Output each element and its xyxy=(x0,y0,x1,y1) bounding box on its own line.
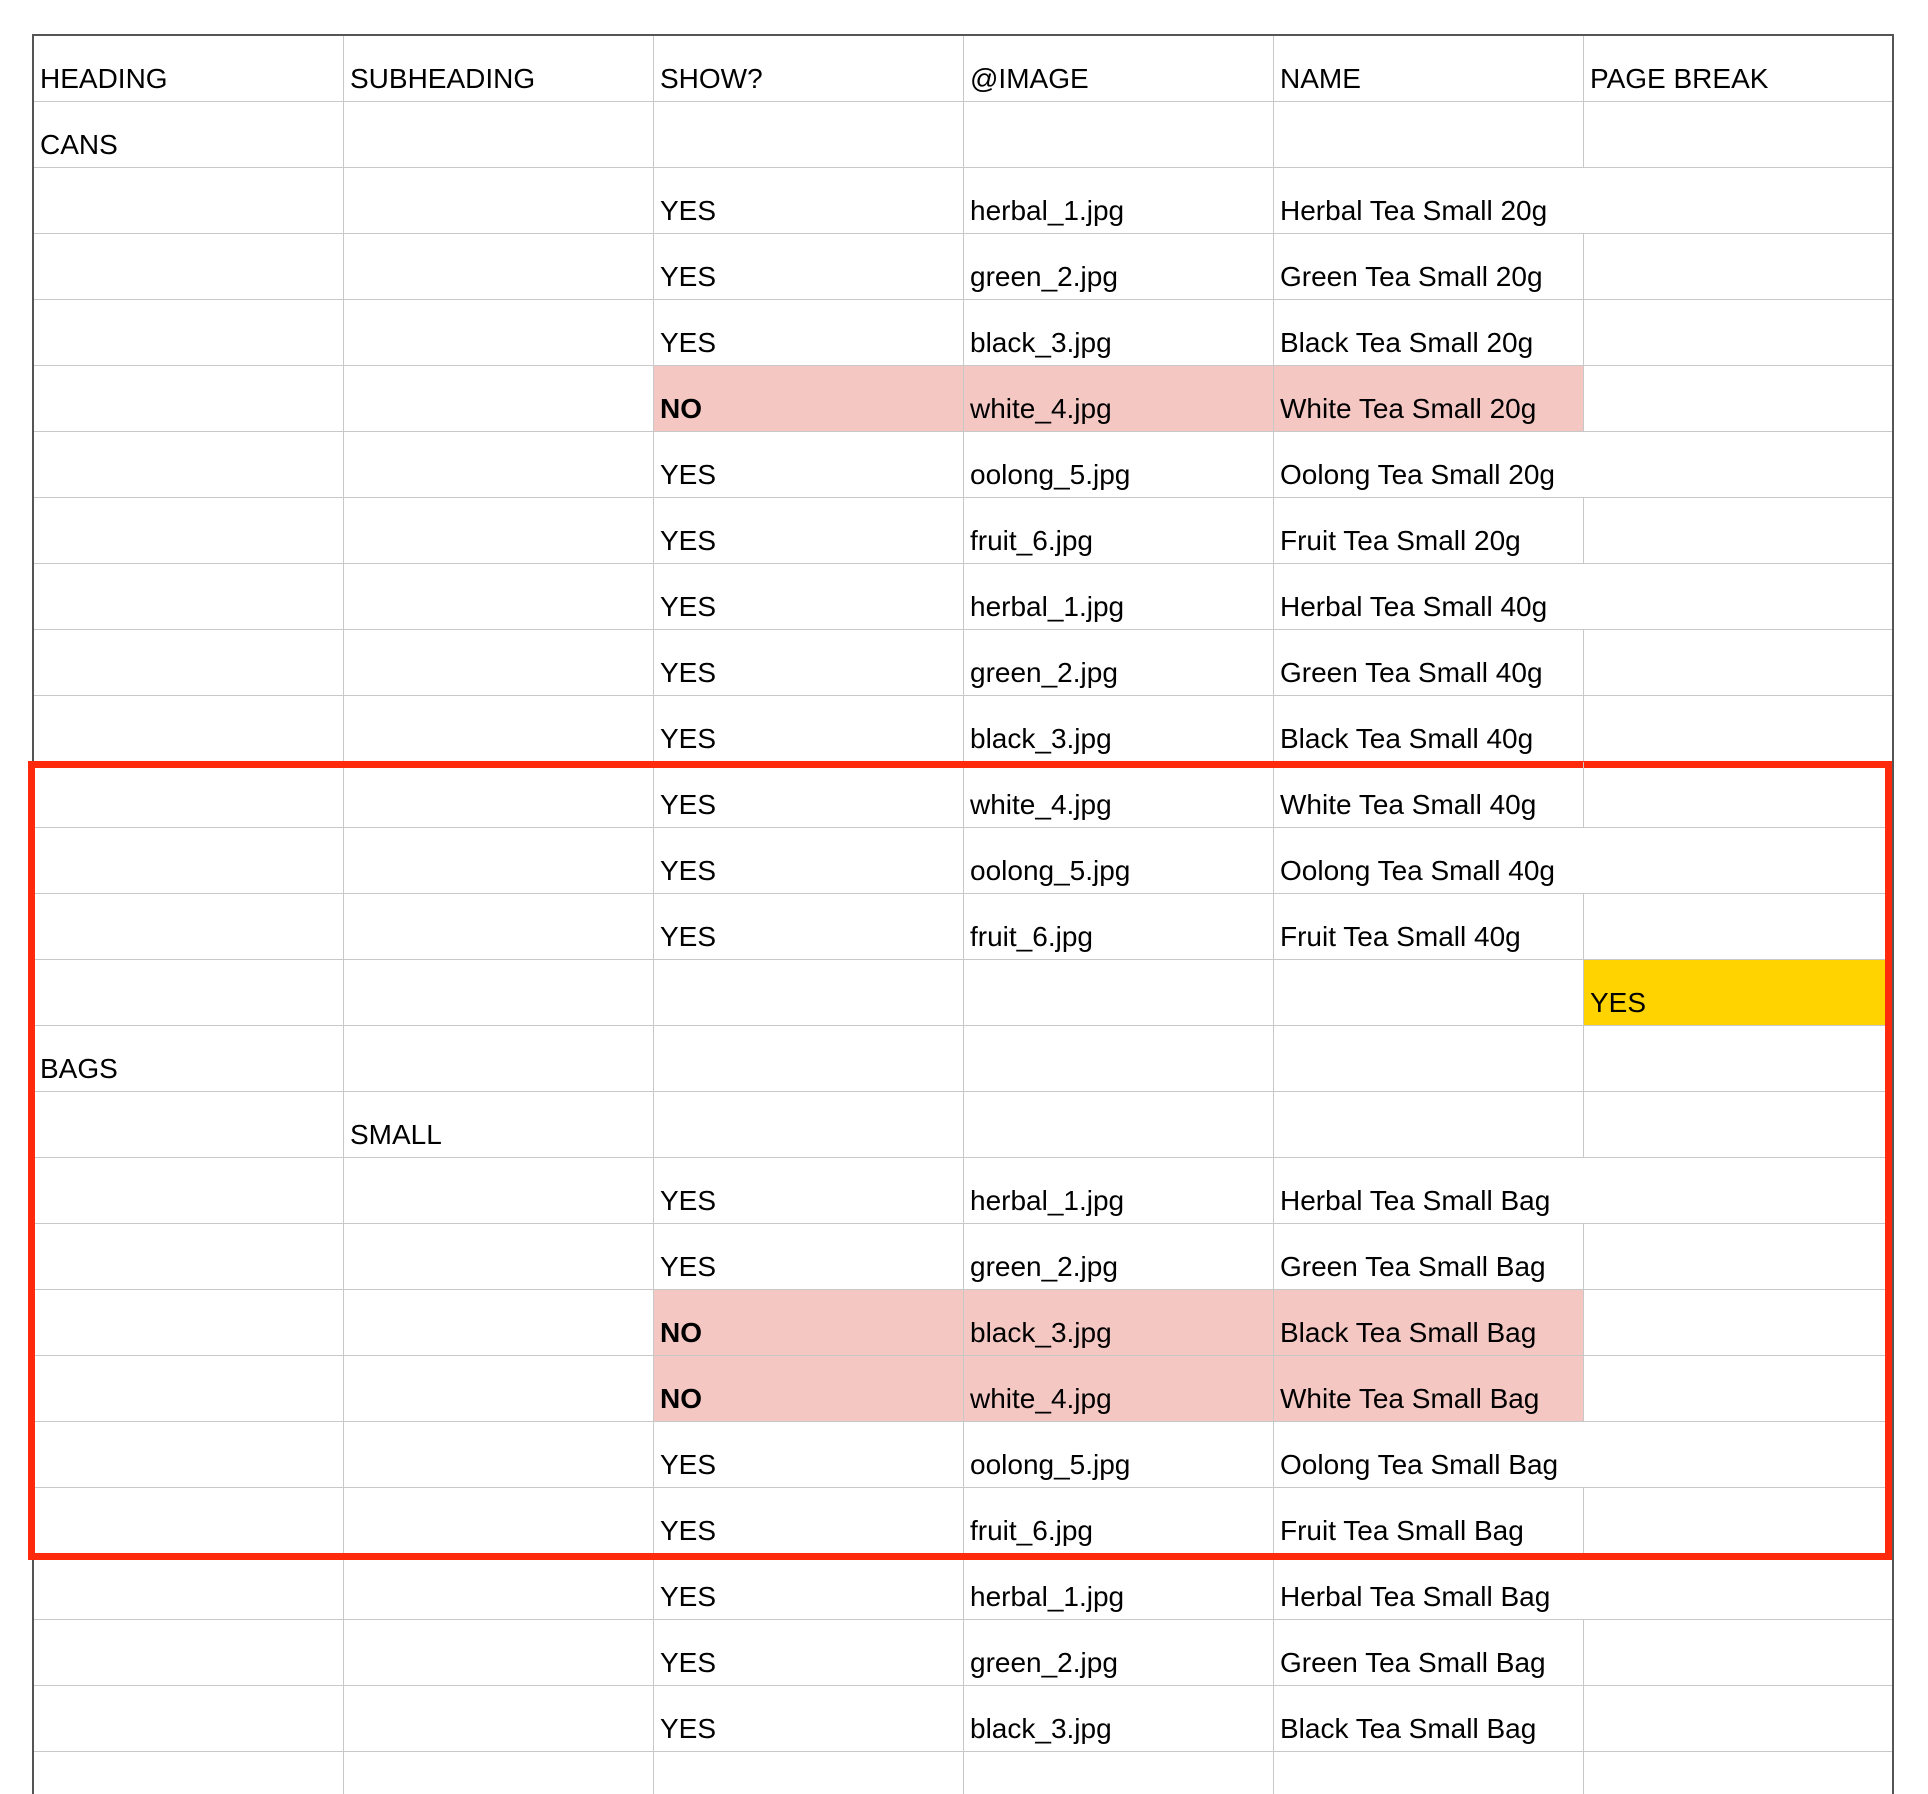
image-cell[interactable] xyxy=(964,1092,1274,1157)
show-cell[interactable]: YES xyxy=(654,828,964,893)
show-cell[interactable] xyxy=(654,1092,964,1157)
table-row xyxy=(34,960,1892,1026)
page-break-cell[interactable] xyxy=(1584,1224,1892,1289)
name-cell[interactable]: Oolong Tea Small 40g xyxy=(1280,855,1555,886)
subheading-cell[interactable] xyxy=(344,1290,654,1355)
show-cell[interactable]: YES xyxy=(654,564,964,629)
page-break-cell[interactable] xyxy=(1584,696,1892,761)
column-header-show[interactable]: SHOW? xyxy=(654,36,964,101)
heading-cell[interactable] xyxy=(34,696,344,761)
subheading-cell[interactable] xyxy=(344,498,654,563)
subheading-cell[interactable] xyxy=(344,1356,654,1421)
show-cell[interactable]: NO xyxy=(654,1356,964,1421)
heading-cell[interactable] xyxy=(34,1488,344,1553)
name-cell[interactable]: White Tea Small 40g xyxy=(1274,762,1584,827)
page-break-cell[interactable] xyxy=(1584,1620,1892,1685)
name-cell[interactable]: Fruit Tea Small 40g xyxy=(1274,894,1584,959)
page-break-cell[interactable] xyxy=(1584,168,1892,233)
show-cell[interactable]: NO xyxy=(654,1290,964,1355)
subheading-cell[interactable] xyxy=(344,432,654,497)
page-break-cell[interactable] xyxy=(1584,102,1892,167)
subheading-cell[interactable] xyxy=(344,1488,654,1553)
image-cell[interactable]: green_2.jpg xyxy=(964,234,1274,299)
table-row xyxy=(34,300,1892,366)
heading-cell[interactable]: CANS xyxy=(34,102,344,167)
heading-cell[interactable] xyxy=(34,498,344,563)
show-cell[interactable]: YES xyxy=(654,1224,964,1289)
table-row xyxy=(34,1686,1892,1752)
image-cell[interactable]: white_4.jpg xyxy=(964,1356,1274,1421)
subheading-cell[interactable] xyxy=(344,1620,654,1685)
name-cell[interactable]: Green Tea Small Bag xyxy=(1274,1224,1584,1289)
header-row xyxy=(34,36,1892,102)
table-row xyxy=(34,168,1892,234)
name-cell[interactable]: Black Tea Small 40g xyxy=(1274,696,1584,761)
heading-cell[interactable] xyxy=(34,894,344,959)
heading-cell[interactable] xyxy=(34,1422,344,1487)
show-cell[interactable]: YES xyxy=(654,630,964,695)
subheading-cell[interactable] xyxy=(344,168,654,233)
heading-cell[interactable] xyxy=(34,432,344,497)
heading-cell[interactable] xyxy=(34,1752,344,1794)
show-cell[interactable]: YES xyxy=(654,1422,964,1487)
page-break-cell[interactable] xyxy=(1584,762,1892,827)
image-cell[interactable]: green_2.jpg xyxy=(964,1620,1274,1685)
page-break-cell[interactable] xyxy=(1584,828,1892,893)
table-row xyxy=(34,366,1892,432)
page-break-cell[interactable] xyxy=(1584,1686,1892,1751)
show-cell[interactable]: YES xyxy=(654,762,964,827)
subheading-cell[interactable] xyxy=(344,234,654,299)
table-row xyxy=(34,1488,1892,1554)
table-row xyxy=(34,1752,1892,1794)
subheading-cell[interactable] xyxy=(344,564,654,629)
subheading-cell[interactable] xyxy=(344,828,654,893)
name-cell[interactable] xyxy=(1274,102,1584,167)
table-row xyxy=(34,894,1892,960)
name-cell[interactable]: Black Tea Small 20g xyxy=(1274,300,1584,365)
table-row xyxy=(34,1092,1892,1158)
table-row xyxy=(34,102,1892,168)
image-cell[interactable]: oolong_5.jpg xyxy=(964,828,1274,893)
subheading-cell[interactable] xyxy=(344,300,654,365)
table-row xyxy=(34,498,1892,564)
image-cell[interactable]: fruit_6.jpg xyxy=(964,1488,1274,1553)
subheading-cell[interactable]: SMALL xyxy=(344,1092,654,1157)
subheading-cell[interactable] xyxy=(344,894,654,959)
heading-cell[interactable] xyxy=(34,1158,344,1223)
heading-cell[interactable] xyxy=(34,234,344,299)
page-break-cell[interactable] xyxy=(1584,498,1892,563)
show-cell[interactable]: YES xyxy=(654,696,964,761)
table-row xyxy=(34,1026,1892,1092)
image-cell[interactable]: white_4.jpg xyxy=(964,366,1274,431)
name-cell[interactable]: Herbal Tea Small 20g xyxy=(1280,195,1548,226)
page-break-cell[interactable] xyxy=(1584,564,1892,629)
table-row xyxy=(34,1554,1892,1620)
name-cell[interactable]: Herbal Tea Small 40g xyxy=(1280,591,1548,622)
name-cell[interactable]: White Tea Small 20g xyxy=(1274,366,1584,431)
show-cell[interactable] xyxy=(654,1752,964,1794)
column-header-name[interactable]: NAME xyxy=(1274,36,1584,101)
table-row xyxy=(34,1290,1892,1356)
show-cell[interactable]: YES xyxy=(654,234,964,299)
name-cell[interactable] xyxy=(1274,1026,1584,1091)
image-cell[interactable]: green_2.jpg xyxy=(964,630,1274,695)
name-cell[interactable]: Fruit Tea Small Bag xyxy=(1274,1488,1584,1553)
image-cell[interactable]: fruit_6.jpg xyxy=(964,498,1274,563)
show-cell[interactable]: YES xyxy=(654,894,964,959)
subheading-cell[interactable] xyxy=(344,1752,654,1794)
page-break-cell[interactable] xyxy=(1584,300,1892,365)
name-cell[interactable]: Herbal Tea Small Bag xyxy=(1280,1581,1551,1612)
table-row xyxy=(34,762,1892,828)
subheading-cell[interactable] xyxy=(344,102,654,167)
image-cell[interactable]: oolong_5.jpg xyxy=(964,1422,1274,1487)
heading-cell[interactable] xyxy=(34,1620,344,1685)
image-cell[interactable] xyxy=(964,1752,1274,1794)
heading-cell[interactable] xyxy=(34,1554,344,1619)
heading-cell[interactable] xyxy=(34,960,344,1025)
table-row xyxy=(34,1422,1892,1488)
image-cell[interactable]: black_3.jpg xyxy=(964,300,1274,365)
show-cell[interactable]: YES xyxy=(654,1158,964,1223)
name-cell[interactable] xyxy=(1274,1752,1584,1794)
heading-cell[interactable] xyxy=(34,168,344,233)
name-cell[interactable]: Green Tea Small 40g xyxy=(1274,630,1584,695)
show-cell[interactable]: YES xyxy=(654,432,964,497)
image-cell[interactable]: oolong_5.jpg xyxy=(964,432,1274,497)
column-header-subheading[interactable]: SUBHEADING xyxy=(344,36,654,101)
image-cell[interactable] xyxy=(964,960,1274,1025)
image-cell[interactable]: white_4.jpg xyxy=(964,762,1274,827)
table-row xyxy=(34,432,1892,498)
subheading-cell[interactable] xyxy=(344,960,654,1025)
page-break-cell[interactable] xyxy=(1584,1092,1892,1157)
page-break-cell[interactable]: YES xyxy=(1584,960,1892,1025)
subheading-cell[interactable] xyxy=(344,1554,654,1619)
subheading-cell[interactable] xyxy=(344,696,654,761)
image-cell[interactable] xyxy=(964,102,1274,167)
show-cell[interactable]: YES xyxy=(654,1620,964,1685)
page-break-cell[interactable] xyxy=(1584,1158,1892,1223)
table-row xyxy=(34,696,1892,762)
heading-cell[interactable] xyxy=(34,762,344,827)
heading-cell[interactable] xyxy=(34,300,344,365)
show-cell[interactable] xyxy=(654,102,964,167)
subheading-cell[interactable] xyxy=(344,1224,654,1289)
subheading-cell[interactable] xyxy=(344,366,654,431)
subheading-cell[interactable] xyxy=(344,762,654,827)
page-break-cell[interactable] xyxy=(1584,894,1892,959)
show-cell[interactable] xyxy=(654,1026,964,1091)
show-cell[interactable]: YES xyxy=(654,1488,964,1553)
page-break-cell[interactable] xyxy=(1584,1356,1892,1421)
page-break-cell[interactable] xyxy=(1584,1554,1892,1619)
show-cell[interactable]: YES xyxy=(654,168,964,233)
subheading-cell[interactable] xyxy=(344,630,654,695)
name-cell[interactable] xyxy=(1274,960,1584,1025)
column-header-heading[interactable]: HEADING xyxy=(34,36,344,101)
heading-cell[interactable]: BAGS xyxy=(34,1026,344,1091)
heading-cell[interactable] xyxy=(34,828,344,893)
page-break-cell[interactable] xyxy=(1584,1290,1892,1355)
subheading-cell[interactable] xyxy=(344,1686,654,1751)
show-cell[interactable]: YES xyxy=(654,1554,964,1619)
name-cell[interactable]: Green Tea Small 20g xyxy=(1274,234,1584,299)
heading-cell[interactable] xyxy=(34,1290,344,1355)
page-break-cell[interactable] xyxy=(1584,366,1892,431)
image-cell[interactable]: green_2.jpg xyxy=(964,1224,1274,1289)
show-cell[interactable]: YES xyxy=(654,498,964,563)
show-cell[interactable]: YES xyxy=(654,300,964,365)
name-cell[interactable]: Green Tea Small Bag xyxy=(1274,1620,1584,1685)
page-break-cell[interactable] xyxy=(1584,1422,1892,1487)
image-cell[interactable]: herbal_1.jpg xyxy=(964,1158,1274,1223)
image-cell[interactable]: herbal_1.jpg xyxy=(964,168,1274,233)
table-row xyxy=(34,1158,1892,1224)
image-cell[interactable]: herbal_1.jpg xyxy=(964,1554,1274,1619)
page-break-cell[interactable] xyxy=(1584,1488,1892,1553)
image-cell[interactable]: black_3.jpg xyxy=(964,696,1274,761)
page-break-cell[interactable] xyxy=(1584,234,1892,299)
image-cell[interactable] xyxy=(964,1026,1274,1091)
heading-cell[interactable] xyxy=(34,366,344,431)
image-cell[interactable]: herbal_1.jpg xyxy=(964,564,1274,629)
table-row xyxy=(34,1620,1892,1686)
subheading-cell[interactable] xyxy=(344,1158,654,1223)
name-cell[interactable]: Oolong Tea Small 20g xyxy=(1280,459,1555,490)
name-cell[interactable]: Oolong Tea Small Bag xyxy=(1280,1449,1559,1480)
table-row xyxy=(34,564,1892,630)
heading-cell[interactable] xyxy=(34,1686,344,1751)
heading-cell[interactable] xyxy=(34,1356,344,1421)
table-row xyxy=(34,1356,1892,1422)
table-row xyxy=(34,630,1892,696)
spreadsheet-rows xyxy=(34,36,1892,1794)
show-cell[interactable]: NO xyxy=(654,366,964,431)
name-cell[interactable]: Herbal Tea Small Bag xyxy=(1280,1185,1551,1216)
spreadsheet xyxy=(32,34,1894,1794)
column-header-image[interactable]: @IMAGE xyxy=(964,36,1274,101)
page-break-cell[interactable] xyxy=(1584,432,1892,497)
heading-cell[interactable] xyxy=(34,630,344,695)
column-header-page-break[interactable]: PAGE BREAK xyxy=(1590,63,1769,94)
image-cell[interactable]: black_3.jpg xyxy=(964,1290,1274,1355)
name-cell[interactable]: Black Tea Small Bag xyxy=(1274,1290,1584,1355)
show-cell[interactable]: YES xyxy=(654,1686,964,1751)
name-cell[interactable] xyxy=(1274,1092,1584,1157)
page-break-cell[interactable] xyxy=(1584,630,1892,695)
heading-cell[interactable] xyxy=(34,564,344,629)
subheading-cell[interactable] xyxy=(344,1026,654,1091)
name-cell[interactable]: Black Tea Small Bag xyxy=(1274,1686,1584,1751)
image-cell[interactable]: fruit_6.jpg xyxy=(964,894,1274,959)
heading-cell[interactable] xyxy=(34,1224,344,1289)
table-row xyxy=(34,234,1892,300)
page-break-cell[interactable] xyxy=(1584,1026,1892,1091)
table-row xyxy=(34,1224,1892,1290)
page-break-cell[interactable] xyxy=(1584,1752,1892,1794)
name-cell[interactable]: Fruit Tea Small 20g xyxy=(1274,498,1584,563)
name-cell[interactable]: White Tea Small Bag xyxy=(1274,1356,1584,1421)
subheading-cell[interactable] xyxy=(344,1422,654,1487)
image-cell[interactable]: black_3.jpg xyxy=(964,1686,1274,1751)
table-row xyxy=(34,828,1892,894)
heading-cell[interactable] xyxy=(34,1092,344,1157)
show-cell[interactable] xyxy=(654,960,964,1025)
